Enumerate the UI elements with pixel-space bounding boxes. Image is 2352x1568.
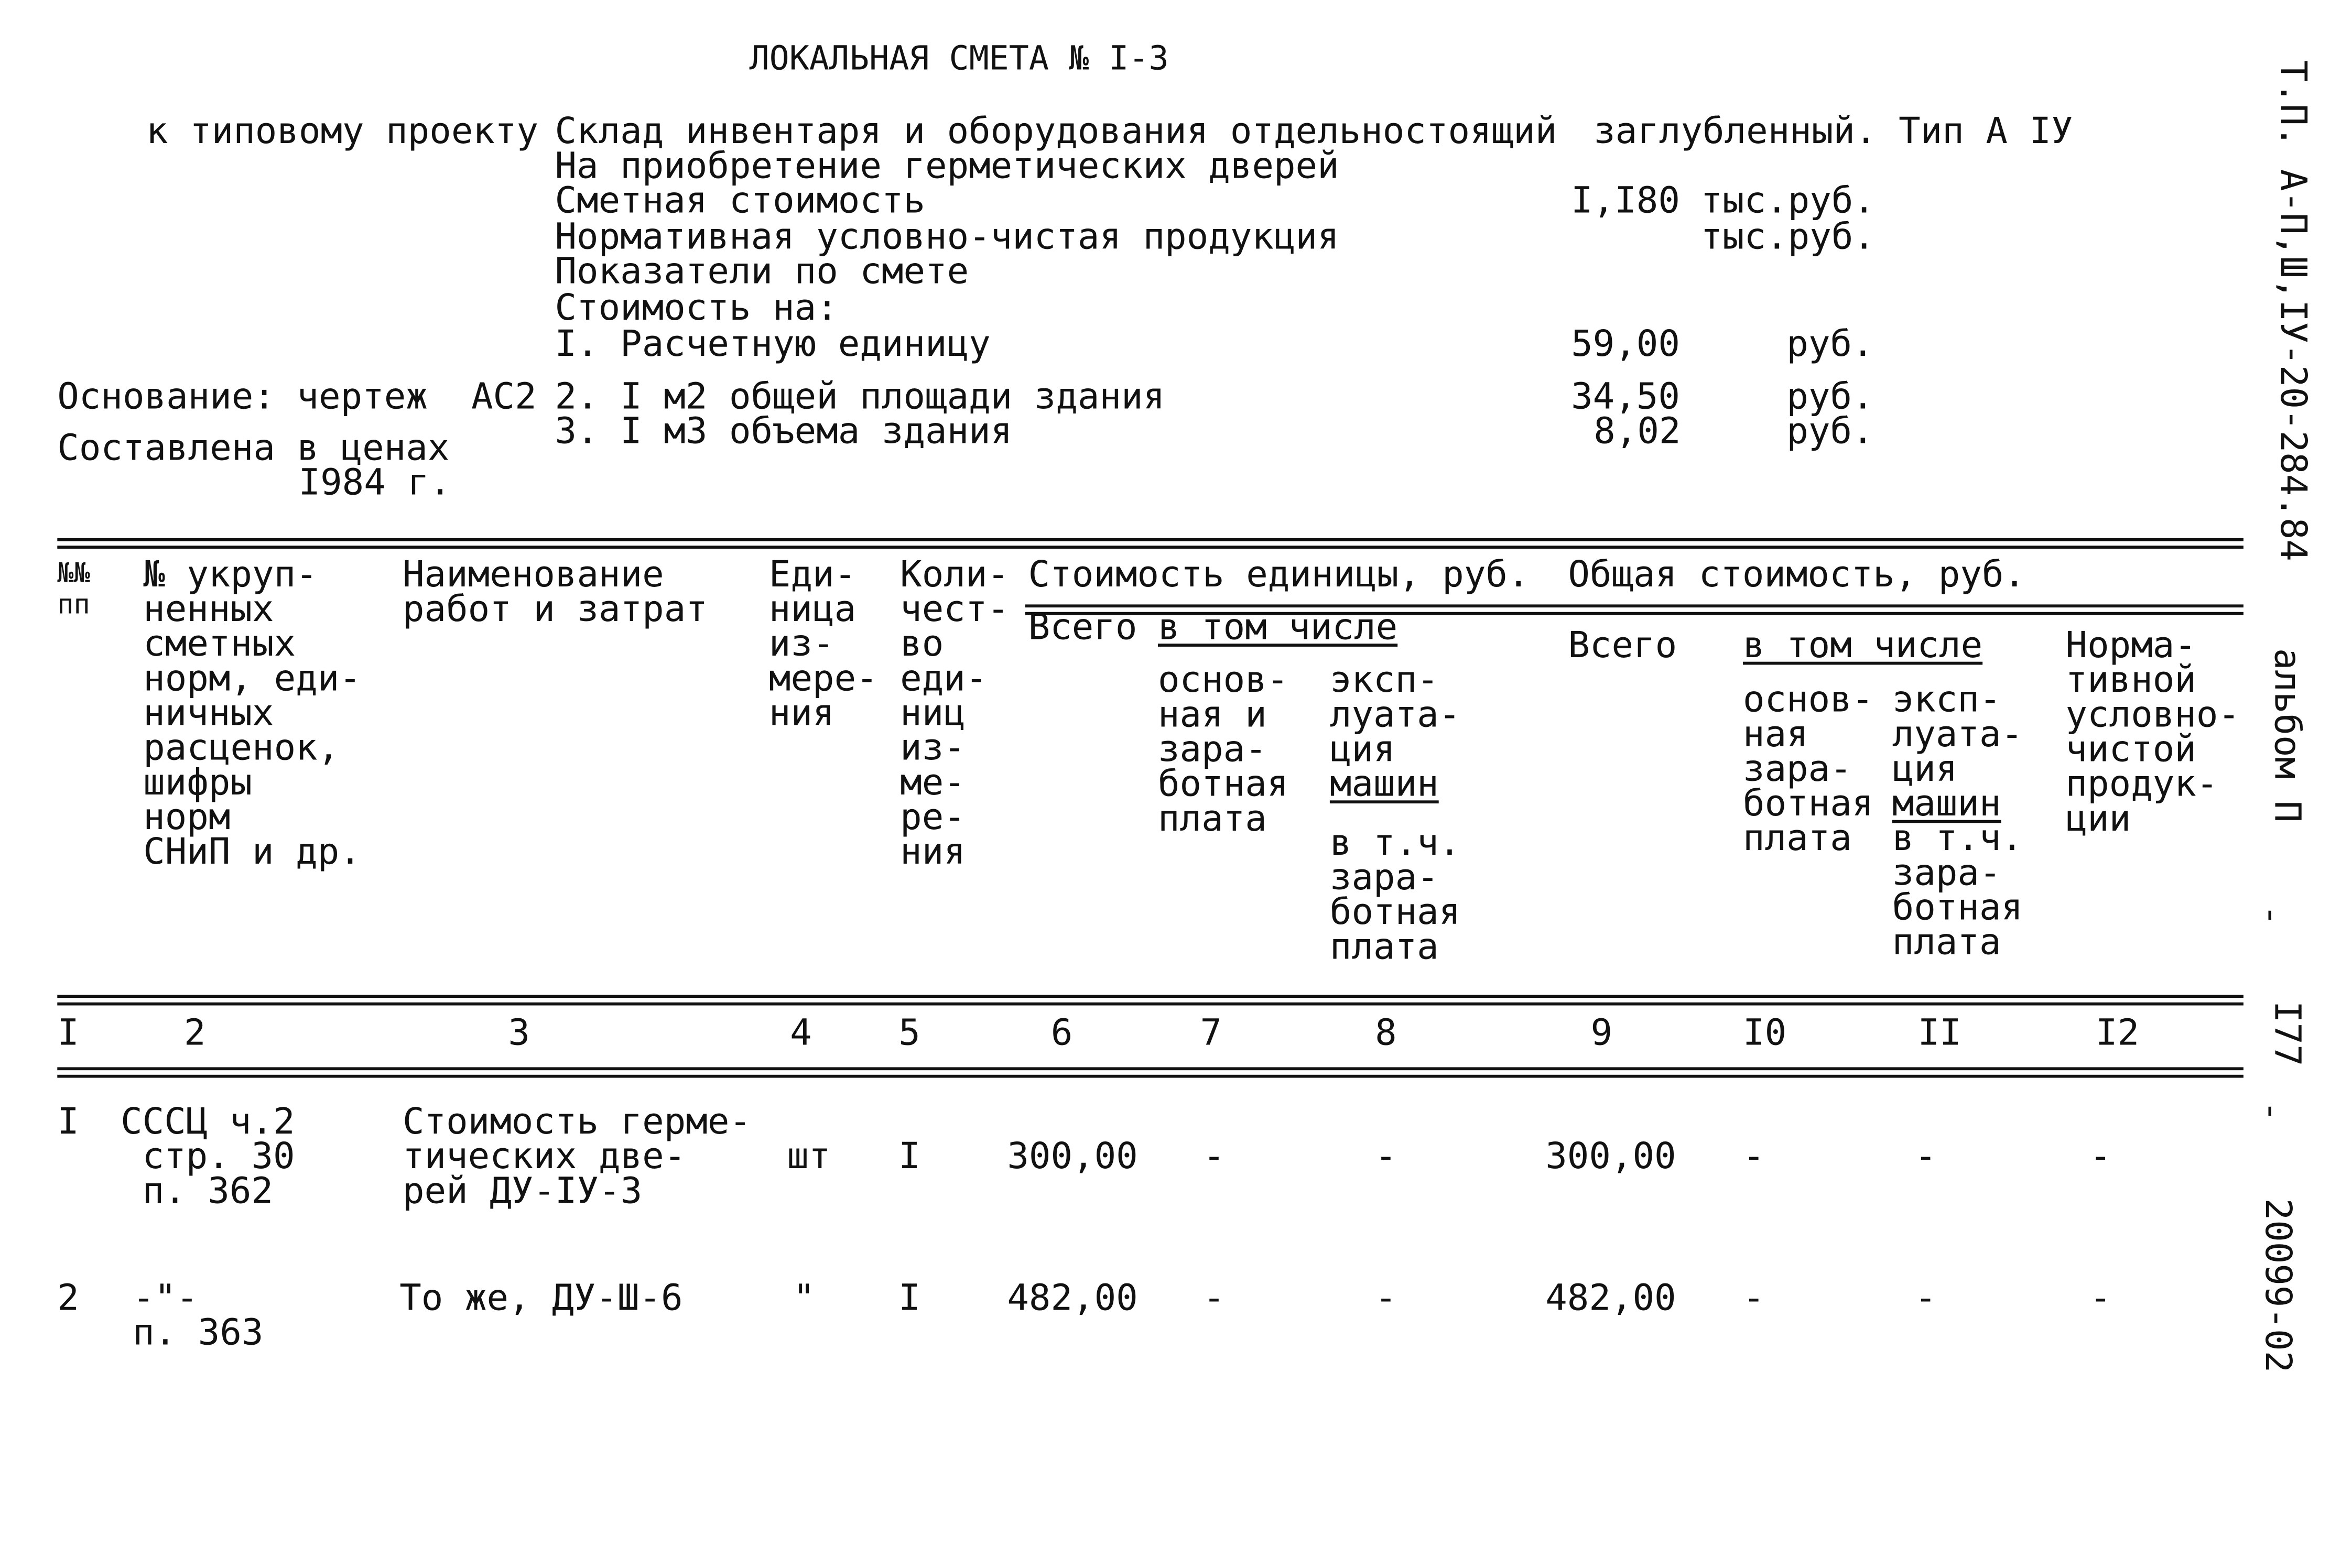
header-col-7: основ- ная и зара- ботная плата xyxy=(1157,658,1289,840)
header-col-9: Всего xyxy=(1568,624,1677,667)
margin-dash: - xyxy=(2251,904,2293,927)
margin-page: I77 xyxy=(2266,1000,2308,1066)
row-name: Стоимость герме- тических две- рей ДУ-IУ-3 xyxy=(402,1100,751,1212)
indicators-label: Показатели по смете xyxy=(555,250,969,293)
row-nup: - xyxy=(2089,1277,2112,1319)
row-unit: шт xyxy=(787,1135,831,1178)
header-col-4: Еди- ница из- мере- ния xyxy=(768,553,878,734)
basis: Основание: чертеж АС2 xyxy=(57,375,537,418)
row-nup: - xyxy=(2089,1135,2112,1178)
column-number: I2 xyxy=(2096,1011,2140,1054)
column-number: II xyxy=(1917,1011,1961,1054)
header-col-11b: машин xyxy=(1892,782,2001,825)
header-col-10: основ- ная зара- ботная плата xyxy=(1743,678,1874,859)
header-col-11c: в т.ч. зара- ботная плата xyxy=(1892,816,2023,963)
margin-code: Т.П. А-П,Ш,IУ-20-284.84 xyxy=(2272,60,2315,561)
cost-label: Сметная стоимость xyxy=(555,179,926,222)
margin-dash: - xyxy=(2251,1100,2293,1123)
indicator-label: 3. I м3 объема здания xyxy=(555,410,1013,452)
indicator-unit: руб. xyxy=(1786,410,1874,452)
header-col-5: Коли- чест- во еди- ниц из- ме- ре- ния xyxy=(900,553,1009,873)
row-total: 482,00 xyxy=(1545,1277,1676,1319)
header-unit-cost: Стоимость единицы, руб. xyxy=(1028,553,1530,596)
row-total-wage: - xyxy=(1743,1135,1765,1178)
nup-label: Нормативная условно-чистая продукция xyxy=(555,215,1339,258)
header-col-12: Норма- тивной условно- чистой продук- ции xyxy=(2065,624,2240,840)
purpose: На приобретение герметических дверей xyxy=(555,145,1339,187)
project-name-cont: заглубленный. Тип А IУ xyxy=(1594,110,2073,153)
column-number: 3 xyxy=(508,1011,530,1054)
row-qty: I xyxy=(898,1135,920,1178)
header-col-3: Наименование работ и затрат xyxy=(402,553,708,630)
row-qty: I xyxy=(898,1277,920,1319)
header-total-cost: Общая стоимость, руб. xyxy=(1568,553,2026,596)
cost-unit: тыс.руб. xyxy=(1700,179,1875,222)
header-incl: в том числе xyxy=(1157,606,1398,648)
column-number: 8 xyxy=(1375,1011,1397,1054)
header-col-8a: эксп- луата- ция xyxy=(1329,658,1461,770)
header-col-6: Всего xyxy=(1028,606,1137,648)
header-col-8b: машин xyxy=(1329,763,1439,805)
margin-album: альбом П xyxy=(2266,648,2308,823)
header-incl-2: в том числе xyxy=(1743,624,1983,667)
row-unit: " xyxy=(793,1277,815,1319)
row-unit-total: 482,00 xyxy=(1007,1277,1138,1319)
column-number: 6 xyxy=(1050,1011,1073,1054)
column-number: 4 xyxy=(790,1011,812,1054)
column-number: I xyxy=(57,1011,79,1054)
header-col-1: №№ пп xyxy=(57,558,90,622)
row-name: То же, ДУ-Ш-6 xyxy=(399,1277,683,1319)
indicator-unit: руб. xyxy=(1786,322,1874,365)
row-unit-wage: - xyxy=(1203,1135,1225,1178)
indicator-label: 2. I м2 общей площади здания xyxy=(555,375,1165,418)
cost-per-label: Стоимость на: xyxy=(555,286,838,329)
header-col-8c: в т.ч. зара- ботная плата xyxy=(1329,821,1461,968)
column-number: 5 xyxy=(898,1011,920,1054)
header-col-11a: эксп- луата- ция xyxy=(1892,678,2023,790)
row-total-wage: - xyxy=(1743,1277,1765,1319)
row-unit-mach: - xyxy=(1375,1277,1397,1319)
column-number: 9 xyxy=(1590,1011,1613,1054)
document-title: ЛОКАЛЬНАЯ СМЕТА № I-3 xyxy=(749,40,1169,79)
row-no: I xyxy=(57,1100,79,1143)
project-name: Склад инвентаря и оборудования отдельностоящий xyxy=(555,110,1557,153)
indicator-label: I. Расчетную единицу xyxy=(555,322,991,365)
header-bottom-rule xyxy=(57,995,2243,1005)
margin-doc: 20099-02 xyxy=(2257,1198,2300,1373)
row-code: -"- п. 363 xyxy=(133,1277,264,1354)
cost-value: I,I80 xyxy=(1571,179,1680,222)
row-total-mach: - xyxy=(1914,1277,1937,1319)
row-unit-wage: - xyxy=(1203,1277,1225,1319)
row-no: 2 xyxy=(57,1277,79,1319)
column-number: I0 xyxy=(1743,1011,1787,1054)
column-numbers-rule xyxy=(57,1067,2243,1077)
prices-label: Составлена в ценах xyxy=(57,426,450,469)
indicator-value: 59,00 xyxy=(1571,322,1680,365)
row-unit-total: 300,00 xyxy=(1007,1135,1138,1178)
table-top-rule xyxy=(57,538,2243,549)
row-total-mach: - xyxy=(1914,1135,1937,1178)
prices-year: I984 г. xyxy=(298,461,451,504)
row-total: 300,00 xyxy=(1545,1135,1676,1178)
row-unit-mach: - xyxy=(1375,1135,1397,1178)
project-label: к типовому проекту xyxy=(146,110,539,153)
header-col-2: № укруп- ненных сметных норм, еди- ничных расценок, шифры норм СНиП и др. xyxy=(143,553,361,873)
column-number: 7 xyxy=(1200,1011,1222,1054)
indicator-value: 34,50 xyxy=(1571,375,1680,418)
indicator-unit: руб. xyxy=(1786,375,1874,418)
indicator-value: 8,02 xyxy=(1594,410,1681,452)
nup-unit: тыс.руб. xyxy=(1700,215,1875,258)
column-number: 2 xyxy=(183,1011,206,1054)
row-code: СССЦ ч.2 стр. 30 п. 362 xyxy=(121,1100,295,1212)
